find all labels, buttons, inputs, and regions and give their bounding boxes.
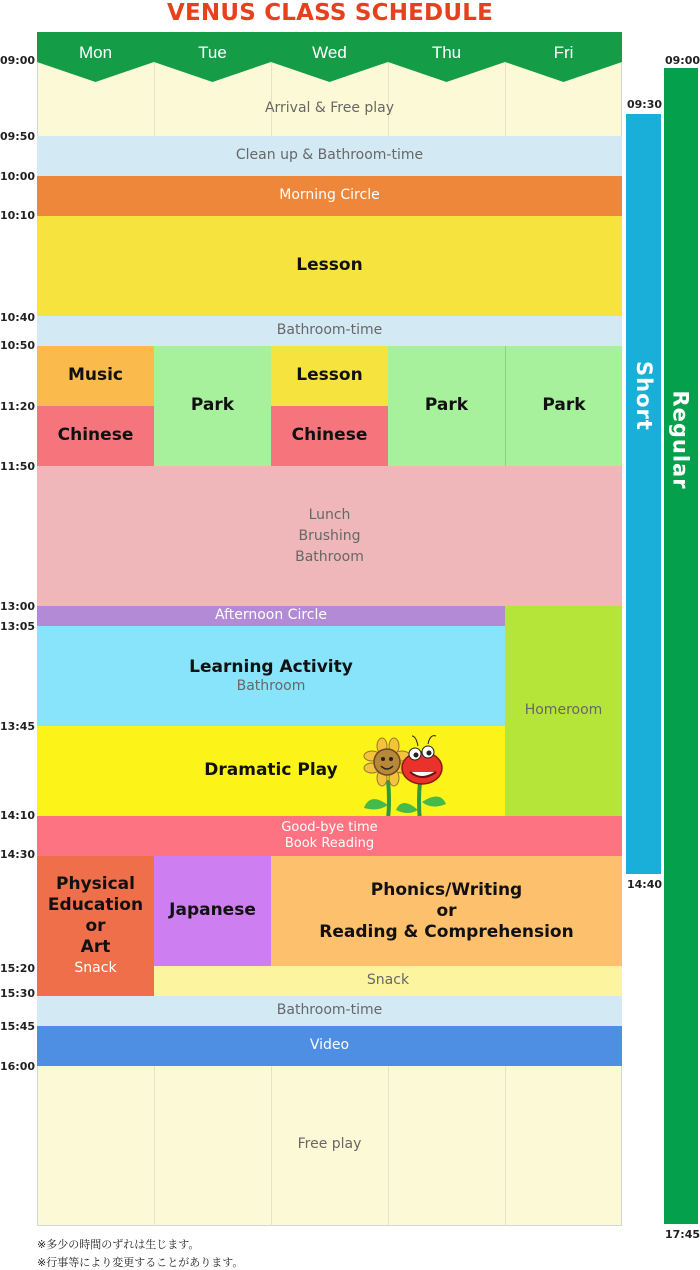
short-start-time: 09:30 (627, 98, 663, 111)
day-header-fri (505, 32, 622, 82)
day-label: Fri (553, 43, 574, 62)
park-fri-block (505, 346, 622, 466)
time-label: 15:30 (0, 987, 36, 1000)
flower-mascot-illustration (358, 730, 454, 826)
pe-art-block (37, 856, 154, 996)
phonics-line1: Phonics/Writing (370, 879, 523, 900)
arrival-block (37, 82, 622, 136)
bathroom-label: Bathroom (295, 548, 364, 565)
short-end-time: 14:40 (627, 878, 663, 891)
lesson-block (37, 216, 622, 316)
homeroom-block (505, 606, 622, 816)
lunch-label: Lunch (308, 506, 351, 523)
pe-line1: Physical (56, 873, 135, 894)
park-label: Park (542, 395, 586, 416)
phonics-line2: or (436, 900, 457, 921)
goodbye-label: Good-bye time (281, 820, 378, 835)
free-play-block (37, 1066, 622, 1224)
day-label: Wed (312, 43, 347, 62)
page-title: VENUS CLASS SCHEDULE (167, 0, 493, 26)
lunch-block (37, 466, 622, 606)
regular-end-time: 17:45 (665, 1228, 700, 1241)
time-label: 10:40 (0, 311, 36, 324)
dramatic-play-label: Dramatic Play (204, 760, 338, 781)
day-label: Tue (198, 43, 227, 62)
footnote: ※行事等により変更することがあります。 (37, 1256, 244, 1269)
cleanup-label: Clean up & Bathroom-time (235, 147, 424, 164)
footnote: ※多少の時間のずれは生じます。 (37, 1238, 200, 1251)
bathroom-time-label: Bathroom-time (276, 322, 383, 339)
time-label: 10:50 (0, 339, 36, 352)
park-thu-block (388, 346, 505, 466)
snack-block (154, 966, 622, 996)
regular-label: Regular (669, 390, 693, 490)
bathroom-time-label: Bathroom-time (276, 1002, 383, 1019)
park-tue-block (154, 346, 271, 466)
arrival-label: Arrival & Free play (264, 100, 395, 117)
day-header-wed (271, 32, 388, 82)
pe-line3: or (85, 915, 106, 936)
time-label: 13:00 (0, 600, 36, 613)
time-label: 13:45 (0, 720, 36, 733)
cleanup-block (37, 136, 622, 176)
day-header-thu (388, 32, 505, 82)
time-label: 10:10 (0, 209, 36, 222)
time-label: 14:10 (0, 809, 36, 822)
time-label: 16:00 (0, 1060, 36, 1073)
phonics-block (271, 856, 622, 966)
day-header-mon (37, 32, 154, 82)
learning-bathroom-label: Bathroom (236, 677, 306, 694)
lesson-label: Lesson (296, 255, 363, 276)
lesson-label: Lesson (296, 365, 363, 386)
phonics-line3: Reading & Comprehension (319, 921, 574, 942)
day-header-tue (154, 32, 271, 82)
time-label: 13:05 (0, 620, 36, 633)
japanese-label: Japanese (169, 900, 256, 921)
book-reading-label: Book Reading (284, 836, 375, 851)
chinese-label: Chinese (291, 425, 368, 446)
morning-circle-label: Morning Circle (279, 187, 380, 204)
music-block (37, 346, 154, 406)
pe-line4: Art (80, 936, 111, 957)
brushing-label: Brushing (298, 527, 361, 544)
pe-snack-label: Snack (74, 959, 117, 976)
day-label: Thu (431, 43, 462, 62)
short-label: Short (631, 361, 656, 431)
time-label: 11:50 (0, 460, 36, 473)
chinese-wed-block (271, 406, 388, 466)
day-label: Mon (78, 43, 113, 62)
bathroom-time-block-2 (37, 996, 622, 1026)
time-label: 11:20 (0, 400, 36, 413)
regular-bar (664, 68, 698, 1224)
bathroom-time-block (37, 316, 622, 346)
morning-circle-block (37, 176, 622, 216)
afternoon-circle-block (37, 606, 505, 626)
japanese-block (154, 856, 271, 966)
lesson-wed-block (271, 346, 388, 406)
music-label: Music (67, 365, 124, 386)
chinese-mon-block (37, 406, 154, 466)
snack-label: Snack (366, 972, 410, 989)
time-label: 09:50 (0, 130, 36, 143)
short-bar (626, 114, 661, 874)
learning-activity-block (37, 626, 505, 726)
time-label: 14:30 (0, 848, 36, 861)
video-block (37, 1026, 622, 1066)
time-label: 09:00 (0, 54, 36, 67)
video-label: Video (309, 1037, 350, 1054)
goodbye-block (37, 816, 622, 856)
chinese-label: Chinese (57, 425, 134, 446)
free-play-label: Free play (297, 1136, 362, 1153)
time-label: 10:00 (0, 170, 36, 183)
park-label: Park (424, 395, 469, 416)
regular-start-time: 09:00 (665, 54, 700, 67)
pe-line2: Education (47, 894, 144, 915)
learning-activity-label: Learning Activity (189, 656, 353, 677)
homeroom-label: Homeroom (524, 702, 603, 719)
afternoon-circle-label: Afternoon Circle (214, 607, 327, 624)
time-label: 15:20 (0, 962, 36, 975)
park-label: Park (190, 395, 235, 416)
time-label: 15:45 (0, 1020, 36, 1033)
